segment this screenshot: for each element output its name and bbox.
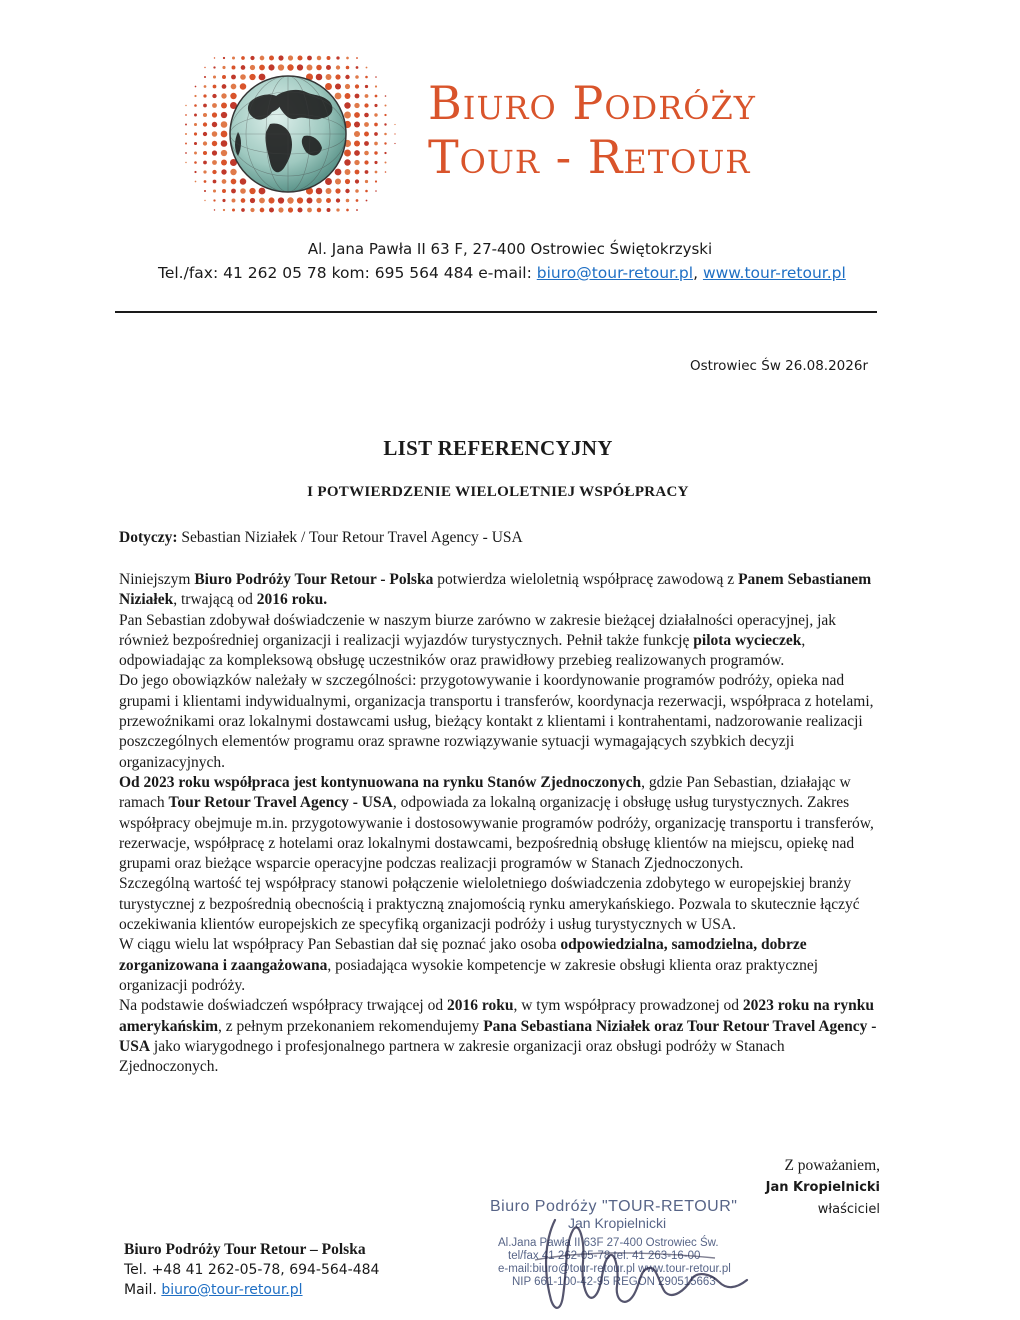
brand-line-2: Tour - Retour (428, 130, 751, 184)
bold-text: 2016 roku (446, 997, 514, 1015)
handwritten-signature (515, 1200, 775, 1320)
letter-subtitle: I POTWIERDZENIE WIELOLETNIEJ WSPÓŁPRACY (307, 484, 689, 500)
contact-separator: , (693, 264, 703, 282)
brand-name (428, 76, 756, 184)
signatory-role: właściciel (817, 1202, 880, 1217)
letter-paragraph (119, 611, 887, 672)
letter-paragraph (119, 671, 887, 772)
paragraph-text: Niniejszym (119, 571, 195, 588)
footer-phone: Tel. +48 41 262-05-78, 694-564-484 (124, 1262, 380, 1278)
paragraph-text: potwierdza wieloletnią współpracę zawodową z (433, 571, 739, 588)
signatory-name: Jan Kropielnicki (765, 1180, 880, 1195)
paragraph-text: Szczególną wartość tej współpracy stanowi połączenie wieloletniego doświadczenia zdobytego w europejskiej branży turystycznej z bezpośrednią obecnością i praktyczną znajomością rynku amerykańskiego. Pozwala to skutecznie łączyć oczekiwania klientów europejskich ze specyfiką organizacji podróży i usług turystycznych w USA. (119, 875, 860, 934)
letter-body (119, 570, 887, 1077)
paragraph-text: , z pełnym przekonaniem rekomendujemy (218, 1017, 484, 1035)
paragraph-text: Na podstawie doświadczeń współpracy trwającej od (119, 997, 447, 1015)
bold-text: Od 2023 roku współpraca jest kontynuowana na rynku Stanów Zjednoczonych (119, 773, 642, 791)
contact-text: Tel./fax: 41 262 05 78 kom: 695 564 484 e-mail: (158, 264, 537, 282)
website-link[interactable]: www.tour-retour.pl (702, 264, 846, 282)
paragraph-text: Do jego obowiązków należały w szczególności: przygotowywanie i koordynowanie programów podróży, opieka nad grupami i klientami indywidualnymi, organizacja transportu i transferów, koordynacja rezerwacji, współpraca z hotelami, przewoźnikami oraz lokalnymi dostawcami usług, bieżący kontakt z klientami i kontrahentami, nadzorowanie realizacji poszczególnych elementów programu oraz sprawne rozwiązywanie sytuacji wymagających szybkich decyzji organizacyjnych. (119, 672, 874, 771)
globe-logo (180, 52, 420, 222)
letter-title: LIST REFERENCYJNY (383, 436, 613, 460)
company-address: Al. Jana Pawła II 63 F, 27-400 Ostrowiec Świętokrzyski (307, 240, 713, 258)
email-link[interactable]: biuro@tour-retour.pl (536, 264, 694, 282)
paragraph-text: Pan Sebastian zdobywał doświadczenie w naszym biurze zarówno w zakresie bieżącej działalności operacyjnej, jak również bezpośredniej organizacji i realizacji wyjazdów turystycznych. Pełnił także funkcję (119, 611, 837, 649)
footer-email-link[interactable]: biuro@tour-retour.pl (161, 1282, 303, 1298)
bold-text: Tour Retour Travel Agency - USA (168, 794, 393, 812)
footer-mail-label: Mail. (124, 1282, 162, 1298)
bold-text: Panem Sebastianem Niziałek (119, 571, 872, 609)
footer-mail (124, 1280, 379, 1300)
stamp-line: e-mail:biuro@tour-retour.pl www.tour-retour.pl (498, 1263, 731, 1275)
header-divider (115, 311, 877, 313)
paragraph-text: jako wiarygodnego i profesjonalnego partnera w zakresie organizacji oraz obsługi podróży w Stanach Zjednoczonych. (119, 1037, 785, 1076)
letter-paragraph (119, 996, 887, 1077)
stamp-line: Jan Kropielnicki (568, 1215, 667, 1231)
paragraph-text: , trwającą od (173, 591, 257, 609)
regarding-label: Dotyczy: (119, 529, 178, 546)
closing-salutation: Z poważaniem, (784, 1157, 880, 1174)
letter-date: Ostrowiec Św 26.08.2026r (689, 358, 868, 374)
paragraph-text: W ciągu wielu lat współpracy Pan Sebastian dał się poznać jako osoba (119, 936, 561, 954)
footer-company-info (124, 1240, 379, 1300)
letter-paragraph (119, 874, 887, 935)
paragraph-text: , w tym współpracy prowadzonej od (513, 997, 743, 1015)
stamp-line: Biuro Podróży "TOUR-RETOUR" (490, 1198, 738, 1215)
company-contact (158, 264, 846, 282)
footer-company-name: Biuro Podróży Tour Retour – Polska (124, 1241, 366, 1258)
bold-text: Biuro Podróży Tour Retour - Polska (194, 571, 434, 588)
stamp-line: tel/fax 41 262-05-78 tel. 41 263-16-00 (508, 1250, 701, 1262)
bold-text: odpowiedzialna, samodzielna, dobrze zorganizowana i zaangażowana (119, 936, 807, 974)
letter-paragraph (119, 773, 887, 874)
letter-paragraph (119, 935, 887, 996)
stamp-line: Al.Jana Pawła II 63F 27-400 Ostrowiec Św. (498, 1237, 719, 1249)
letter-paragraph (119, 570, 887, 611)
paragraph-text: , odpowiada za lokalną organizację i obsługę usług turystycznych. Zakres współpracy obejmuje m.in. przygotowywanie i dostosowywanie programów podróży, organizację transportu i transferów, rezerwacje, współpracę z hotelami oraz lokalnymi dostawcami, bezpośrednią obsługę klientów na miejscu, opiekę nad grupami oraz bieżące wsparcie operacyjne podczas realizacji programów w Stanach Zjednoczonych. (119, 794, 874, 873)
bold-text: pilota wycieczek (693, 631, 802, 649)
paragraph-text: , odpowiadając za kompleksową obsługę uczestników oraz prawidłowy przebieg realizowanych programów. (119, 631, 806, 670)
paragraph-text: , posiadająca wysokie kompetencje w zakresie obsługi klienta oraz praktycznej organizacji podróży. (119, 956, 819, 994)
paragraph-text: , gdzie Pan Sebastian, działając w ramach (119, 773, 851, 812)
stamp-line: NIP 661-100-42-95 REGON 290515663 (512, 1276, 716, 1288)
regarding-line (119, 529, 523, 547)
bold-text: 2016 roku. (256, 591, 328, 609)
bold-text: Pana Sebastiana Niziałek oraz Tour Retour Travel Agency - USA (119, 1017, 877, 1055)
regarding-value: Sebastian Niziałek / Tour Retour Travel Agency - USA (177, 529, 523, 546)
bold-text: 2023 roku na rynku amerykańskim (119, 997, 874, 1035)
brand-line-1: Biuro Podróży (428, 76, 756, 130)
